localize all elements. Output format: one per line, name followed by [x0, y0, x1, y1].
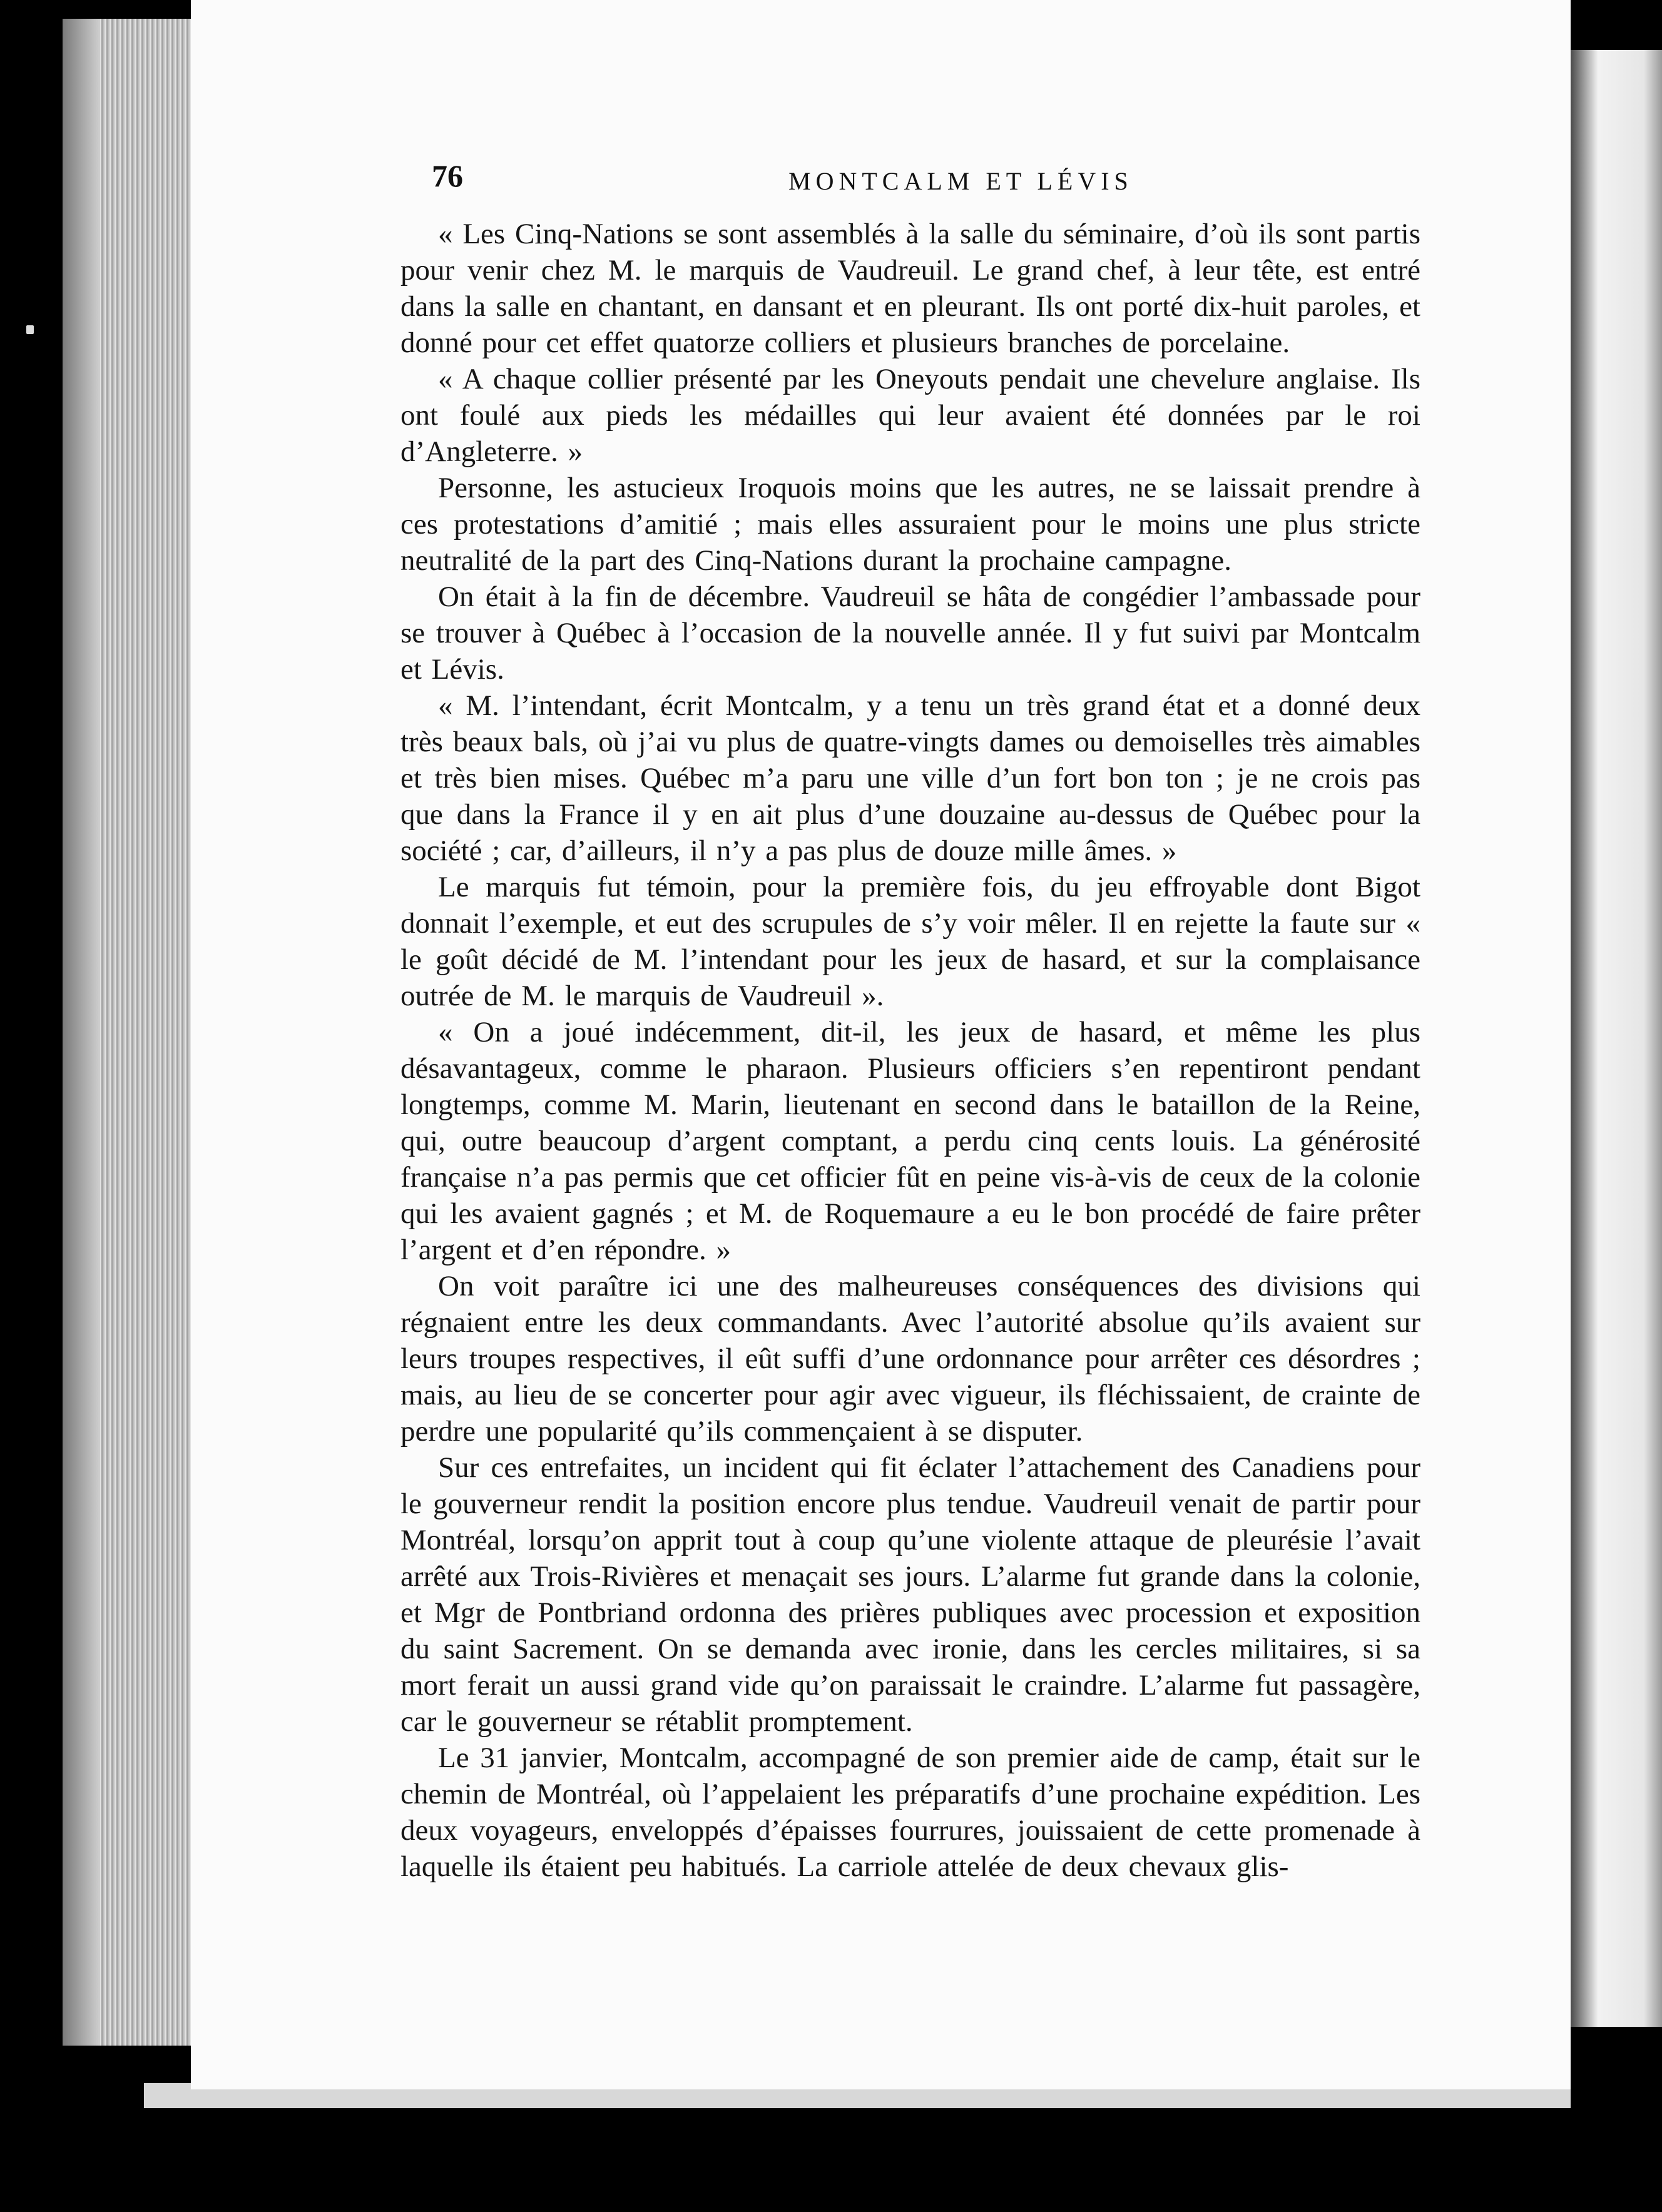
paragraph: Le 31 janvier, Montcalm, accompagné de son premier aide de camp, était sur le chemin de Montréal, où l’appelaient les préparatifs d’une prochaine expédition. Les deux voyageurs, enveloppés d’épaisses fourrures, jouissaient de cette promenade à laquelle ils étaient peu habitués. La carriole attelée de deux chevaux glis- — [400, 1742, 1420, 1883]
margin-mark — [26, 325, 34, 334]
paragraph: « M. l’intendant, écrit Montcalm, y a tenu un très grand état et a donné deux très beaux bals, où j’ai vu plus de quatre-vingts dames ou demoiselles très aimables et très bien mises. Québec m’a paru une ville d’un fort bon ton ; je ne crois pas que dans la France il y en ait plus d’une douzaine au-dessus de Québec pour la société ; car, d’ailleurs, il n’y a pas plus de douze mille âmes. » — [400, 689, 1420, 867]
paragraph: « Les Cinq-Nations se sont assemblés à la salle du séminaire, d’où ils sont partis pour venir chez M. le marquis de Vaudreuil. Le grand chef, à leur tête, est entré dans la salle en chantant, en dansant et en pleurant. Ils ont porté dix-huit paroles, et donné pour cet effet quatorze colliers et plusieurs branches de porcelaine. — [400, 218, 1420, 359]
body-text — [400, 216, 1420, 1885]
paragraph: « A chaque collier présenté par les Oneyouts pendait une chevelure anglaise. Ils ont foulé aux pieds les médailles qui leur avaient été données par le roi d’Angleterre. » — [400, 363, 1420, 468]
running-head: MONTCALM ET LÉVIS — [788, 167, 1133, 195]
page-number: 76 — [432, 158, 463, 193]
paragraph: On voit paraître ici une des malheureuses conséquences des divisions qui régnaient entre les deux commandants. Avec l’autorité absolue qu’ils avaient sur leurs troupes respectives, il eût suffi d’une ordonnance pour arrêter ces désordres ; mais, au lieu de se concerter pour agir avec vigueur, ils fléchissaient, de crainte de perdre une popularité qu’ils commençaient à se disputer. — [400, 1270, 1420, 1448]
paragraph: On était à la fin de décembre. Vaudreuil se hâta de congédier l’ambassade pour se trouver à Québec à l’occasion de la nouvelle année. Il y fut suivi par Montcalm et Lévis. — [400, 581, 1420, 686]
book-page-edge-right — [1571, 50, 1662, 2027]
paragraph: « On a joué indécemment, dit-il, les jeux de hasard, et même les plus désavantageux, comme le pharaon. Plusieurs officiers s’en repentiront pendant longtemps, comme M. Marin, lieutenant en second dans le bataillon de la Reine, qui, outre beaucoup d’argent comptant, a perdu cinq cents louis. La générosité française n’a pas permis que cet officier fût en peine vis-à-vis de ceux de la colonie qui les avaient gagnés ; et M. de Roquemaure a eu le bon procédé de faire prêter l’argent et d’en répondre. » — [400, 1016, 1420, 1266]
paragraph: Personne, les astucieux Iroquois moins que les autres, ne se laissait prendre à ces protestations d’amitié ; mais elles assuraient pour le moins une plus stricte neutralité de la part des Cinq-Nations durant la prochaine campagne. — [400, 472, 1420, 577]
book-spine-shadow — [63, 19, 100, 2046]
paragraph: Sur ces entrefaites, un incident qui fit éclater l’attachement des Canadiens pour le gouverneur rendit la position encore plus tendue. Vaudreuil venait de partir pour Montréal, lorsqu’on apprit tout à coup qu’une violente attaque de pleurésie l’avait arrêté aux Trois-Rivières et menaçait ses jours. L’alarme fut grande dans la colonie, et Mgr de Pontbriand ordonna des prières publiques avec procession et exposition du saint Sacrement. On se demanda avec ironie, dans les cercles militaires, si sa mort ferait un aussi grand vide qu’on paraissait le craindre. L’alarme fut passagère, car le gouverneur se rétablit promptement. — [400, 1451, 1420, 1738]
paragraph: Le marquis fut témoin, pour la première fois, du jeu effroyable dont Bigot donnait l’exemple, et eut des scrupules de s’y voir mêler. Il en rejette la faute sur « le goût décidé de M. l’intendant pour les jeux de hasard, et sur la complaisance outrée de M. le marquis de Vaudreuil ». — [400, 871, 1420, 1012]
